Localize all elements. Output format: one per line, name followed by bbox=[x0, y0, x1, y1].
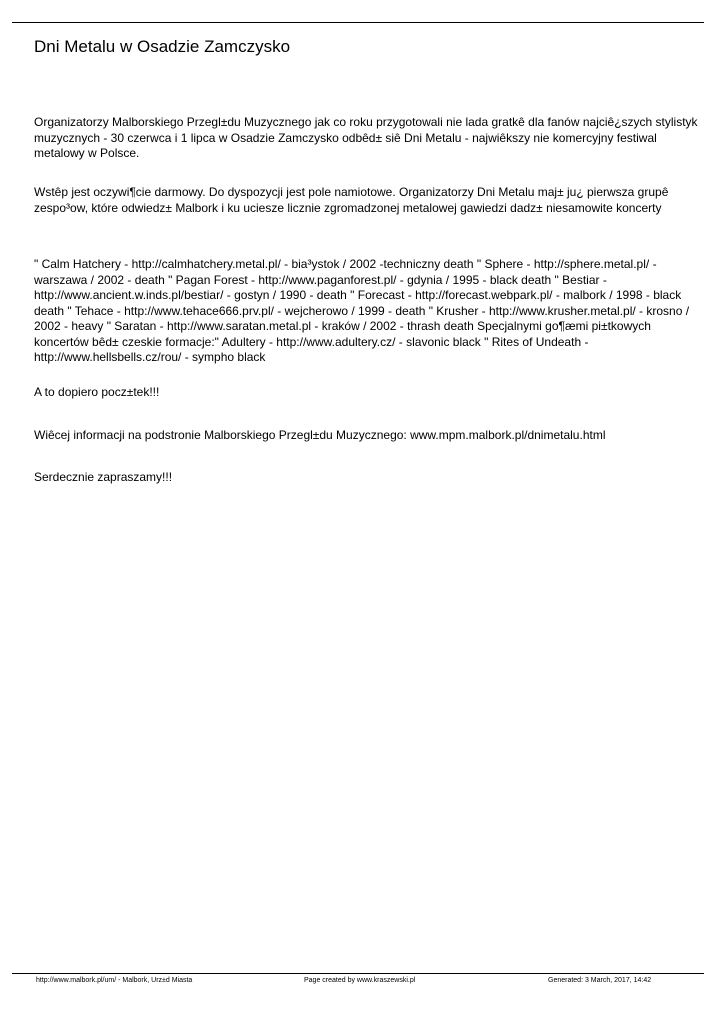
header-rule bbox=[12, 22, 704, 23]
intro-paragraph: Organizatorzy Malborskiego Przegl±du Muzycznego jak co roku przygotowali nie lada gratkê dla fanów najciê¿szych stylistyk muzycznych - 30 czerwca i 1 lipca w Osadzie Zamczysko odbêd± siê Dni Metalu - najwiêkszy nie komercyjny festiwal metalowy w Polsce. bbox=[34, 115, 698, 160]
footer-source: http://www.malbork.pl/um/ - Malbork, Urz±d Miasta bbox=[36, 977, 193, 984]
footer-rule bbox=[12, 973, 704, 974]
more-info-paragraph: Wiêcej informacji na podstronie Malborskiego Przegl±du Muzycznego: www.mpm.malbork.pl/dnimetalu.html bbox=[34, 428, 606, 442]
footer-generated: Generated: 3 March, 2017, 14:42 bbox=[548, 977, 652, 984]
page-title: Dni Metalu w Osadzie Zamczysko bbox=[34, 37, 291, 56]
admission-paragraph: Wstêp jest oczywi¶cie darmowy. Do dyspozycji jest pole namiotowe. Organizatorzy Dni Metalu maj± ju¿ pierwsza grupê zespo³ow, które odwiedz± Malbork i ku uciesze licznie zgromadzonej metalowej gawiedzi dadz± niesamowite koncerty bbox=[34, 185, 669, 215]
footer-credit: Page created by www.kraszewski.pl bbox=[304, 977, 416, 984]
invitation-paragraph: Serdecznie zapraszamy!!! bbox=[34, 470, 173, 484]
band-list-paragraph: " Calm Hatchery - http://calmhatchery.metal.pl/ - bia³ystok / 2002 -techniczny death " Sphere - http://sphere.metal.pl/ - warszawa / 2002 - death " Pagan Forest - http://www.paganforest.pl/ - gdynia / 1995 - black death " Bestiar - http://www.ancient.w.inds.pl/bestiar/ - gostyn / 1990 - death " Forecast - http://forecast.webpark.pl/ - malbork / 1998 - black death " Tehace - http://www.tehace666.prv.pl/ - wejcherowo / 1999 - death " Krusher - http://www.krusher.metal.pl/ - krosno / 2002 - heavy " Saratan - http://www.saratan.metal.pl - kraków / 2002 - thrash death Specjalnymi go¶æmi pi±tkowych koncertów bêd± czeskie formacje:" Adultery - http://www.adultery.cz/ - slavonic black " Rites of Undeath - http://www.hellsbells.cz/rou/ - sympho black bbox=[34, 257, 690, 364]
teaser-paragraph: A to dopiero pocz±tek!!! bbox=[34, 385, 160, 399]
